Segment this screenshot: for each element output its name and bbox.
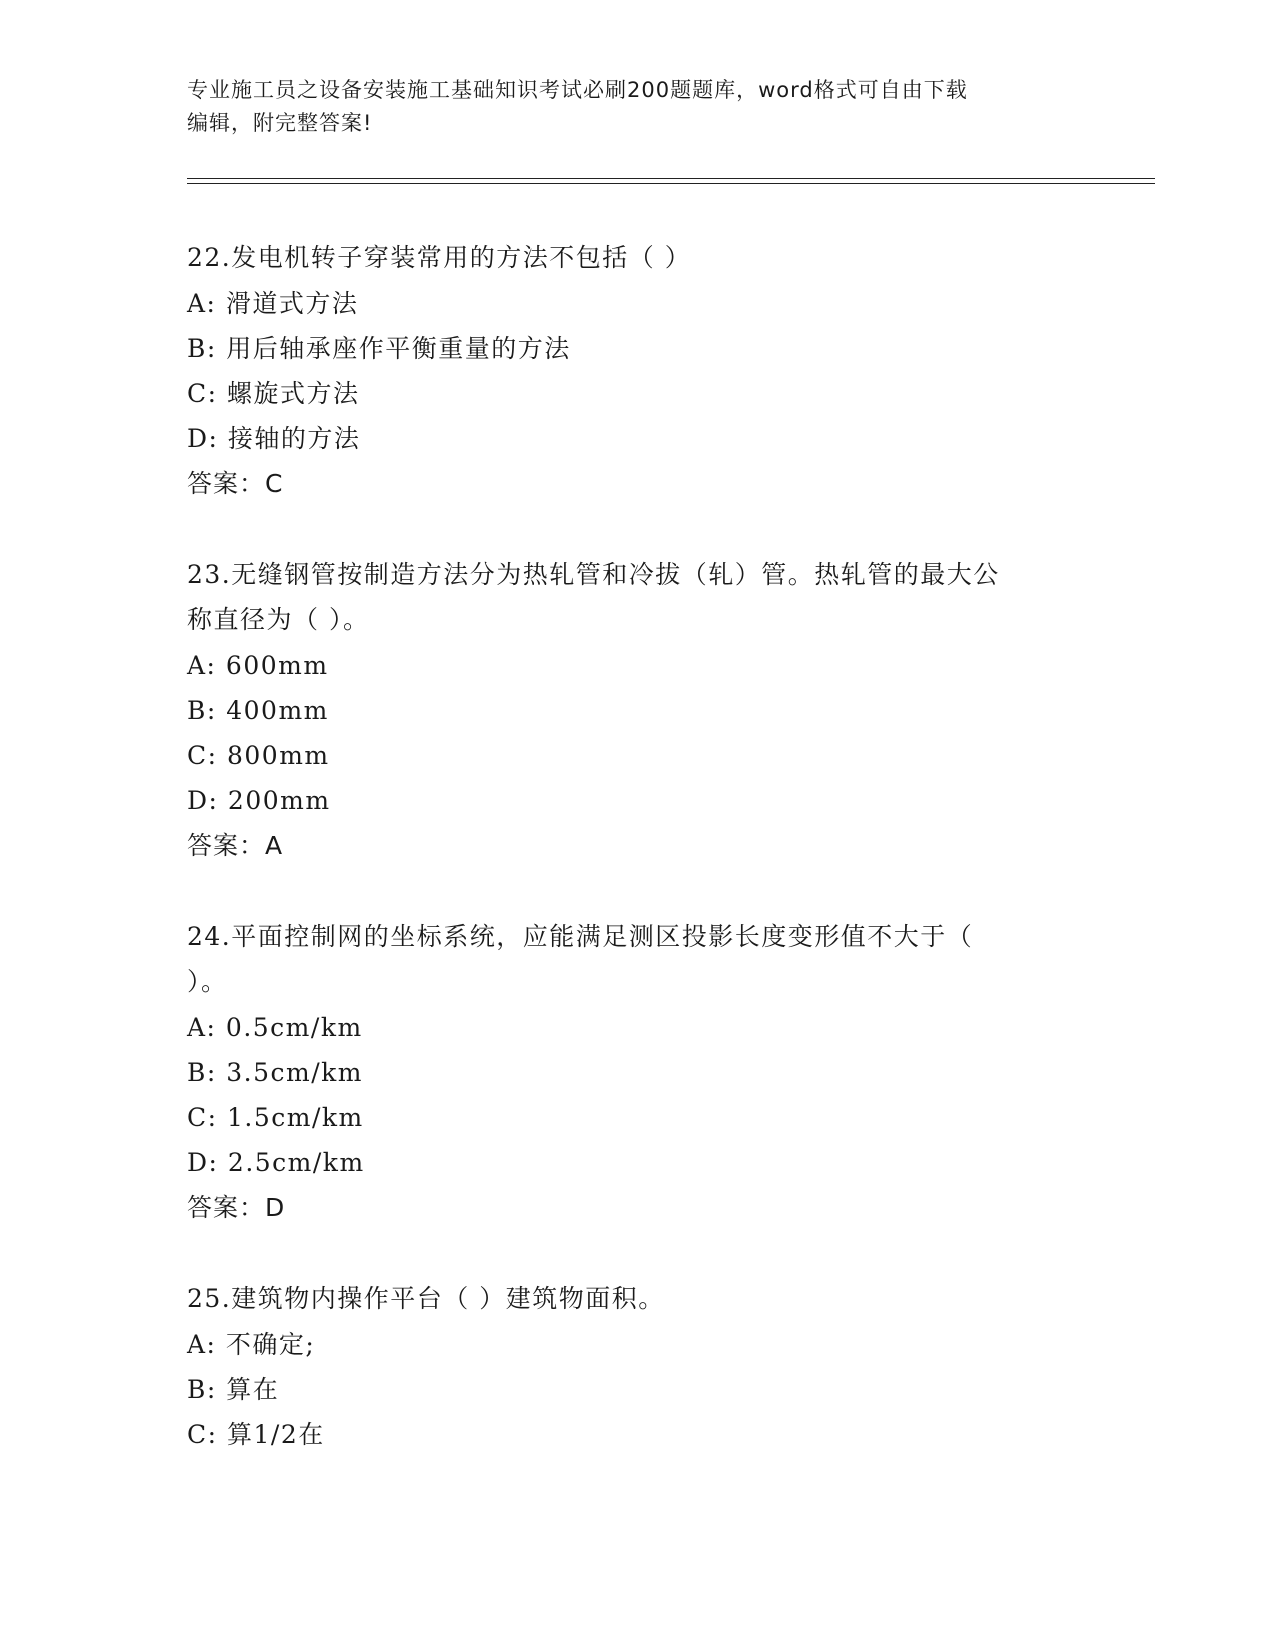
stem-line: 22.发电机转子穿装常用的方法不包括（ ） [187, 243, 692, 272]
option-a: A: 600mm [187, 651, 329, 680]
question-25 [187, 1276, 1087, 1457]
answer-line: 答案：C [187, 469, 284, 498]
document-header [187, 74, 1067, 140]
header-divider-top [187, 178, 1155, 179]
option-c: C: 算1/2在 [187, 1420, 325, 1449]
header-divider-bottom [187, 183, 1155, 184]
option-d: D: 200mm [187, 786, 331, 815]
option-b: B: 3.5cm/km [187, 1058, 363, 1087]
question-stem [187, 1276, 1087, 1321]
option-b: B: 400mm [187, 696, 329, 725]
question-24 [187, 914, 1087, 1230]
stem-line: 23.无缝钢管按制造方法分为热轧管和冷拔（轧）管。热轧管的最大公 [187, 560, 1000, 589]
option-b: B: 算在 [187, 1375, 280, 1404]
question-stem [187, 235, 1087, 280]
option-a: A: 0.5cm/km [187, 1013, 363, 1042]
option-a: A: 不确定; [187, 1330, 316, 1359]
question-23 [187, 552, 1087, 868]
question-stem [187, 914, 1087, 1004]
option-c: C: 螺旋式方法 [187, 379, 360, 408]
option-a: A: 滑道式方法 [187, 289, 359, 318]
option-d: D: 2.5cm/km [187, 1148, 365, 1177]
option-d: D: 接轴的方法 [187, 424, 361, 453]
question-stem [187, 552, 1087, 642]
answer-line: 答案：A [187, 831, 284, 860]
option-c: C: 1.5cm/km [187, 1103, 364, 1132]
question-22 [187, 235, 1087, 506]
header-line-1: 专业施工员之设备安装施工基础知识考试必刷200题题库，word格式可自由下载 [187, 78, 968, 102]
stem-line: ）。 [187, 967, 228, 996]
stem-line: 24.平面控制网的坐标系统，应能满足测区投影长度变形值不大于（ [187, 922, 974, 951]
stem-line: 25.建筑物内操作平台（ ）建筑物面积。 [187, 1284, 665, 1313]
answer-line: 答案：D [187, 1193, 286, 1222]
header-line-2: 编辑，附完整答案! [187, 111, 373, 135]
stem-line: 称直径为（ ）。 [187, 605, 370, 634]
option-b: B: 用后轴承座作平衡重量的方法 [187, 334, 571, 363]
question-list [187, 235, 1087, 1503]
option-c: C: 800mm [187, 741, 330, 770]
